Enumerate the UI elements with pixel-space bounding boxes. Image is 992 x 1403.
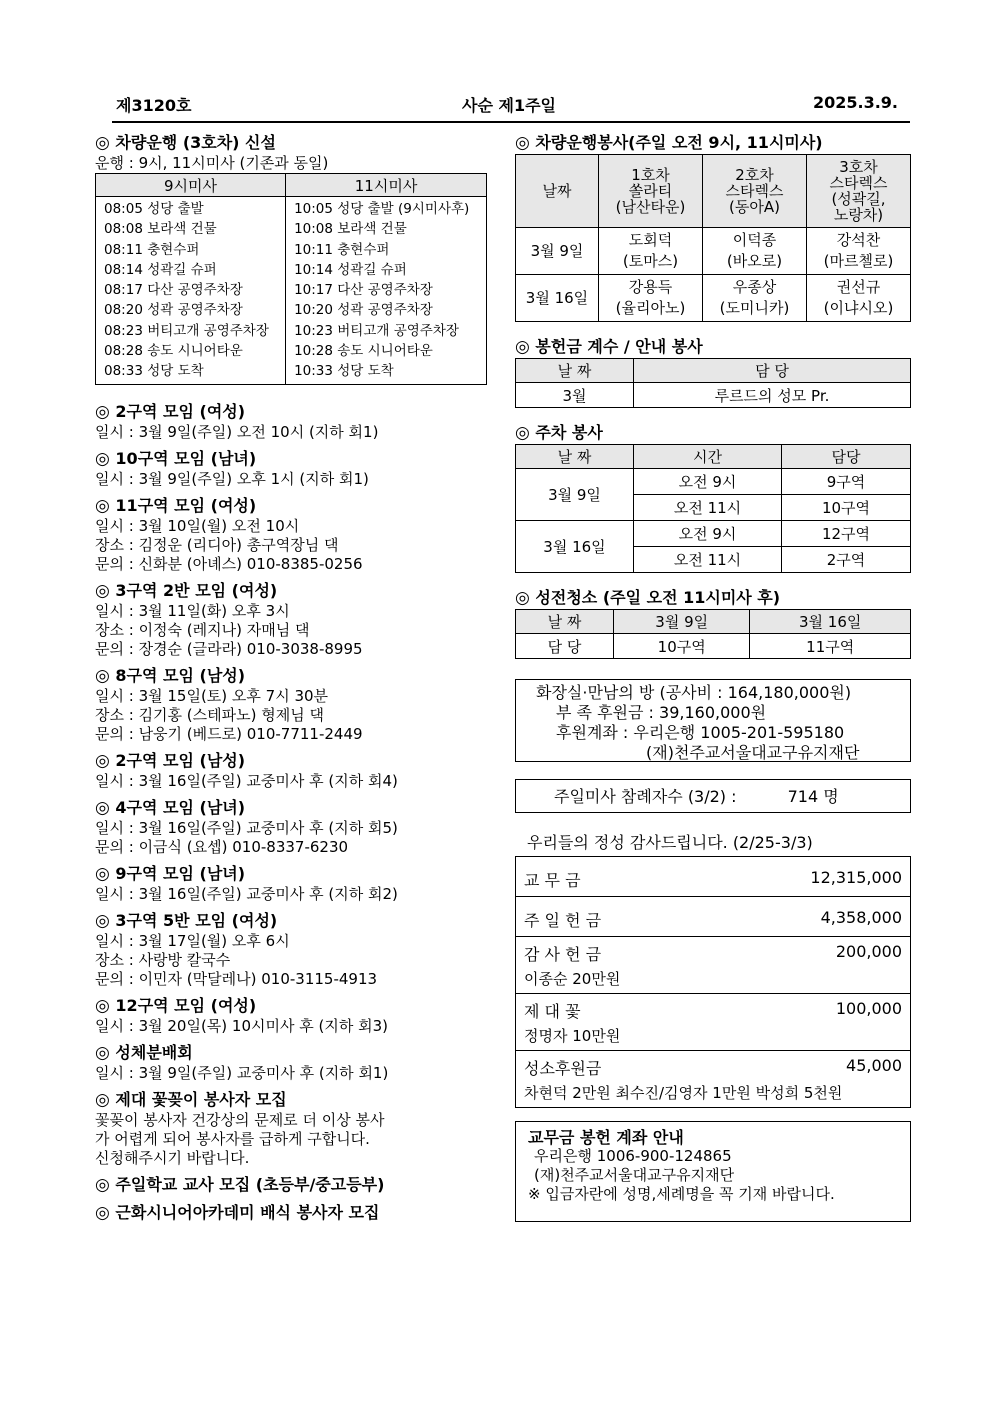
notice-heading (95, 750, 487, 772)
notice-item (95, 750, 487, 791)
schedule-stop: 10:33 성당 도착 (294, 363, 394, 380)
cell-line: (토마스) (622, 252, 679, 270)
header-line: 2호차 (735, 166, 774, 184)
header-line: 쏠라티 (628, 182, 673, 200)
notice-line: 일시 : 3월 9일(주일) 교중미사 후 (지하 회1) (95, 1063, 389, 1082)
notice-item (95, 580, 487, 659)
section-title: 차량운행봉사(주일 오전 9시, 11시미사) (535, 133, 823, 152)
parking-table (515, 444, 911, 573)
notice-line: 일시 : 3월 11일(화) 오후 3시 (95, 601, 290, 620)
table-header: 날 짜 (516, 610, 614, 634)
vehicle-service-table (515, 154, 911, 322)
notice-heading (95, 401, 487, 423)
table-cell: 루르드의 성모 Pr. (634, 383, 911, 408)
table-row (516, 521, 911, 547)
notice-item (95, 448, 487, 489)
notice-line: 일시 : 3월 10일(월) 오전 10시 (95, 516, 300, 535)
schedule-stop: 10:28 송도 시니어타운 (294, 343, 433, 360)
table-row (516, 1051, 911, 1108)
liturgical-season: 사순 제1주일 (462, 96, 556, 115)
attendance-label: 주일미사 참례자수 (3/2) : (554, 787, 737, 806)
account-line: ※ 입금자란에 성명,세례명을 꼭 기재 바랍니다. (528, 1185, 835, 1203)
notice-line: 장소 : 김정운 (리디아) 총구역장님 댁 (95, 535, 339, 554)
fund-line: 부 족 후원금 : 39,160,000원 (556, 703, 767, 722)
thanks-title: 우리들의 정성 감사드립니다. (2/25-3/3) (527, 833, 813, 852)
notice-title: 12구역 모임 (여성) (115, 995, 257, 1015)
table-header: 담 당 (634, 359, 911, 383)
header-line: 노랑차) (833, 206, 884, 224)
schedule-stop: 10:23 버티고개 공영주차장 (294, 322, 459, 339)
header-line: 스타렉스 (725, 182, 784, 200)
table-cell: 오전 11시 (634, 495, 782, 521)
section-title: 주차 봉사 (535, 423, 603, 442)
account-info-box (515, 1121, 911, 1222)
bus-schedule-table (95, 173, 487, 385)
fund-line: 후원계좌 : 우리은행 1005-201-595180 (556, 723, 845, 742)
bullet-icon: ◎ (515, 423, 530, 443)
bullet-icon: ◎ (95, 580, 110, 601)
notice-line: 꽃꽂이 봉사자 건강상의 문제로 더 이상 봉사 (95, 1110, 385, 1129)
construction-fund-box (515, 679, 911, 762)
notice-heading (95, 995, 487, 1017)
offering-table (515, 358, 911, 408)
offering-donors: 정명자 10만원 (524, 1027, 621, 1045)
cleaning-table (515, 609, 911, 659)
schedule-stop: 08:20 성곽 공영주차장 (104, 302, 243, 319)
bullet-icon: ◎ (95, 1174, 110, 1195)
table-row (516, 857, 911, 897)
table-cell: 11구역 (750, 634, 911, 659)
attendance-box (515, 779, 911, 813)
notice-item (95, 1089, 487, 1168)
schedule-stop: 10:05 성당 출발 (9시미사후) (294, 201, 470, 217)
table-header (703, 155, 807, 228)
schedule-stop: 08:23 버티고개 공영주차장 (104, 322, 269, 339)
table-header: 담당 (782, 445, 911, 469)
notice-line: 일시 : 3월 16일(주일) 교중미사 후 (지하 회4) (95, 771, 398, 790)
bullet-icon: ◎ (95, 750, 110, 771)
notice-line: 일시 : 3월 9일(주일) 오전 10시 (지하 회1) (95, 422, 379, 441)
notice-heading (95, 448, 487, 470)
table-cell: 담 당 (516, 634, 614, 659)
notice-item (95, 995, 487, 1036)
cell-line: 우종상 (732, 278, 777, 296)
left-column (95, 132, 487, 1230)
table-row (516, 275, 911, 322)
cell-line: (율리아노) (615, 299, 686, 317)
fund-line: 화장실·만남의 방 (공사비 : 164,180,000원) (536, 683, 852, 702)
bullet-icon: ◎ (95, 863, 110, 884)
schedule-stop: 08:33 성당 도착 (104, 363, 204, 380)
table-cell (516, 897, 911, 937)
offering-totals-table (515, 856, 911, 1108)
table-cell (516, 937, 911, 994)
bullet-icon: ◎ (95, 1202, 110, 1223)
header-line: (성곽길, (831, 190, 886, 208)
notice-title: 2구역 모임 (남성) (115, 750, 246, 770)
cell-line: (바오로) (726, 252, 783, 270)
notice-title: 8구역 모임 (남성) (115, 665, 246, 685)
notice-title: 성체분배회 (115, 1042, 193, 1062)
notice-heading (95, 495, 487, 517)
table-cell (807, 228, 911, 275)
table-cell: 오전 9시 (634, 521, 782, 547)
schedule-stop: 08:11 충현수퍼 (104, 241, 200, 258)
notice-heading (95, 580, 487, 602)
table-header: 11시미사 (286, 174, 487, 197)
notice-line: 문의 : 남웅기 (베드로) 010-7711-2449 (95, 724, 363, 743)
cell-line: (마르첼로) (823, 252, 894, 270)
table-cell (599, 228, 703, 275)
notice-line: 일시 : 3월 16일(주일) 교중미사 후 (지하 회2) (95, 884, 398, 903)
table-cell: 9구역 (782, 469, 911, 495)
notice-line: 신청해주시기 바랍니다. (95, 1148, 250, 1167)
table-cell (516, 857, 911, 897)
offering-amount: 200,000 (835, 942, 902, 961)
notice-title: 10구역 모임 (남녀) (115, 448, 257, 468)
schedule-stop: 10:11 충현수퍼 (294, 241, 390, 258)
table-row (516, 469, 911, 495)
table-cell (807, 275, 911, 322)
table-cell (703, 275, 807, 322)
table-cell (516, 1051, 911, 1108)
cell-line: 도회덕 (628, 231, 673, 249)
table-cell: 3월 9일 (516, 469, 634, 521)
header-line: 스타렉스 (829, 174, 888, 192)
attendance-value: 714 명 (787, 787, 839, 806)
table-cell: 3월 16일 (516, 521, 634, 573)
cell-line: 이덕종 (732, 231, 777, 249)
notice-line: 문의 : 신화분 (아녜스) 010-8385-0256 (95, 554, 363, 573)
schedule-stop: 10:08 보라색 건물 (294, 221, 407, 238)
offering-amount: 100,000 (835, 999, 902, 1018)
offering-label: 교 무 금 (524, 870, 581, 890)
notice-title: 차량운행 (3호차) 신설 (115, 133, 276, 152)
notice-item (95, 1174, 487, 1196)
offering-donors: 차현덕 2만원 최수진/김영자 1만원 박성희 5천원 (524, 1084, 843, 1102)
notice-line: 일시 : 3월 17일(월) 오후 6시 (95, 931, 290, 950)
table-header: 3월 16일 (750, 610, 911, 634)
notice-line: 장소 : 이정숙 (레지나) 자매님 댁 (95, 620, 310, 639)
notice-line: 일시 : 3월 9일(주일) 오후 1시 (지하 회1) (95, 469, 369, 488)
bullet-icon: ◎ (515, 337, 530, 357)
account-line: 우리은행 1006-900-124865 (534, 1147, 732, 1165)
notice-heading (95, 665, 487, 687)
bullet-icon: ◎ (515, 588, 530, 608)
account-title: 교무금 봉헌 계좌 안내 (528, 1128, 684, 1147)
bullet-icon: ◎ (515, 133, 530, 153)
schedule-stop: 10:17 다산 공영주차장 (294, 282, 433, 299)
offering-label: 주 일 헌 금 (524, 910, 602, 930)
offering-label: 제 대 꽃 (524, 1002, 581, 1021)
notice-title: 3구역 5반 모임 (여성) (115, 910, 278, 930)
notice-item (95, 910, 487, 989)
offering-amount: 4,358,000 (820, 907, 902, 927)
bullet-icon: ◎ (95, 401, 110, 422)
notice-list (95, 401, 487, 1224)
notice-title: 9구역 모임 (남녀) (115, 863, 246, 883)
schedule-11am (286, 197, 487, 385)
notice-line: 가 어렵게 되어 봉사자를 급하게 구합니다. (95, 1129, 370, 1148)
section-title: 성전청소 (주일 오전 11시미사 후) (535, 588, 781, 607)
notice-heading (95, 910, 487, 932)
table-header: 9시미사 (96, 174, 286, 197)
cell-line: 권선규 (836, 278, 881, 296)
section-title: 봉헌금 계수 / 안내 봉사 (535, 337, 703, 356)
right-column (515, 132, 911, 1222)
cell-line: 강용득 (628, 278, 673, 296)
table-row (516, 228, 911, 275)
notice-item (95, 495, 487, 574)
bullet-icon: ◎ (95, 1089, 110, 1110)
notice-line: 운행 : 9시, 11시미사 (기존과 동일) (95, 154, 329, 172)
bullet-icon: ◎ (95, 797, 110, 818)
schedule-stop: 10:20 성곽 공영주차장 (294, 302, 433, 319)
table-row (516, 994, 911, 1051)
table-cell: 12구역 (782, 521, 911, 547)
bullet-icon: ◎ (95, 448, 110, 469)
table-header: 날짜 (516, 155, 599, 228)
table-header: 날 짜 (516, 359, 634, 383)
notice-item (95, 401, 487, 442)
schedule-stop: 08:17 다산 공영주차장 (104, 282, 243, 299)
notice-title: 근화시니어아카데미 배식 봉사자 모집 (115, 1202, 380, 1222)
schedule-stop: 08:28 송도 시니어타운 (104, 343, 243, 360)
cell-line: (도미니카) (719, 299, 790, 317)
bullet-icon: ◎ (95, 133, 110, 153)
cell-line: (이냐시오) (823, 299, 894, 317)
table-header: 3월 9일 (614, 610, 750, 634)
notice-line: 일시 : 3월 16일(주일) 교중미사 후 (지하 회5) (95, 818, 398, 837)
notice-item (95, 1202, 487, 1224)
offering-label: 감 사 헌 금 (524, 945, 602, 964)
notice-line: 문의 : 장경순 (글라라) 010-3038-8995 (95, 639, 363, 658)
bus-notice (95, 132, 487, 385)
notice-title: 주일학교 교사 모집 (초등부/중고등부) (115, 1174, 385, 1194)
page-header (112, 93, 910, 123)
table-cell: 3월 9일 (516, 228, 599, 275)
notice-title: 3구역 2반 모임 (여성) (115, 580, 278, 600)
notice-heading (95, 1042, 487, 1064)
table-header (599, 155, 703, 228)
notice-item (95, 1042, 487, 1083)
bullet-icon: ◎ (95, 1042, 110, 1063)
account-line: (재)천주교서울대교구유지재단 (534, 1166, 735, 1184)
table-cell: 10구역 (782, 495, 911, 521)
notice-line: 일시 : 3월 15일(토) 오후 7시 30분 (95, 686, 329, 705)
notice-heading (95, 1174, 487, 1196)
table-cell: 2구역 (782, 547, 911, 573)
notice-item (95, 797, 487, 857)
notice-heading (95, 797, 487, 819)
table-header (807, 155, 911, 228)
notice-title: 제대 꽃꽂이 봉사자 모집 (115, 1089, 287, 1109)
notice-line: 장소 : 김기홍 (스테파노) 형제님 댁 (95, 705, 324, 724)
table-cell: 오전 11시 (634, 547, 782, 573)
schedule-stop: 08:08 보라색 건물 (104, 221, 217, 238)
table-row (516, 897, 911, 937)
header-line: 1호차 (631, 166, 670, 184)
notice-line: 일시 : 3월 20일(목) 10시미사 후 (지하 회3) (95, 1016, 388, 1035)
table-cell (703, 228, 807, 275)
notice-line: 문의 : 이금식 (요셉) 010-8337-6230 (95, 837, 349, 856)
offering-amount: 12,315,000 (810, 867, 902, 887)
notice-heading (95, 1202, 487, 1224)
bullet-icon: ◎ (95, 995, 110, 1016)
offering-amount: 45,000 (846, 1056, 902, 1075)
bullet-icon: ◎ (95, 910, 110, 931)
notice-title: 2구역 모임 (여성) (115, 401, 246, 421)
issue-date: 2025.3.9. (812, 93, 898, 112)
table-cell: 3월 (516, 383, 634, 408)
fund-line: (재)천주교서울대교구유지재단 (646, 743, 860, 762)
table-row (516, 937, 911, 994)
table-cell: 10구역 (614, 634, 750, 659)
cell-line: 강석찬 (836, 231, 881, 249)
bullet-icon: ◎ (95, 665, 110, 686)
table-cell (599, 275, 703, 322)
schedule-stop: 08:14 성곽길 슈퍼 (104, 261, 217, 278)
schedule-stop: 08:05 성당 출발 (104, 201, 204, 217)
header-line: (동아A) (729, 198, 780, 216)
table-cell: 3월 16일 (516, 275, 599, 322)
notice-heading (95, 863, 487, 885)
header-line: 3호차 (839, 158, 878, 176)
schedule-stop: 10:14 성곽길 슈퍼 (294, 261, 407, 278)
notice-line: 장소 : 사랑방 칼국수 (95, 950, 231, 969)
header-line: (남산타운) (615, 198, 686, 216)
bullet-icon: ◎ (95, 495, 110, 516)
notice-item (95, 863, 487, 904)
table-cell: 오전 9시 (634, 469, 782, 495)
notice-title: 11구역 모임 (여성) (115, 495, 257, 515)
table-header: 날 짜 (516, 445, 634, 469)
offering-donors: 이종순 20만원 (524, 970, 621, 988)
notice-line: 문의 : 이민자 (막달레나) 010-3115-4913 (95, 969, 378, 988)
schedule-9am (96, 197, 286, 385)
table-header: 시간 (634, 445, 782, 469)
issue-number: 제3120호 (116, 96, 192, 115)
notice-item (95, 665, 487, 744)
notice-title: 4구역 모임 (남녀) (115, 797, 246, 817)
notice-heading (95, 1089, 487, 1111)
table-cell (516, 994, 911, 1051)
offering-label: 성소후원금 (524, 1059, 602, 1078)
